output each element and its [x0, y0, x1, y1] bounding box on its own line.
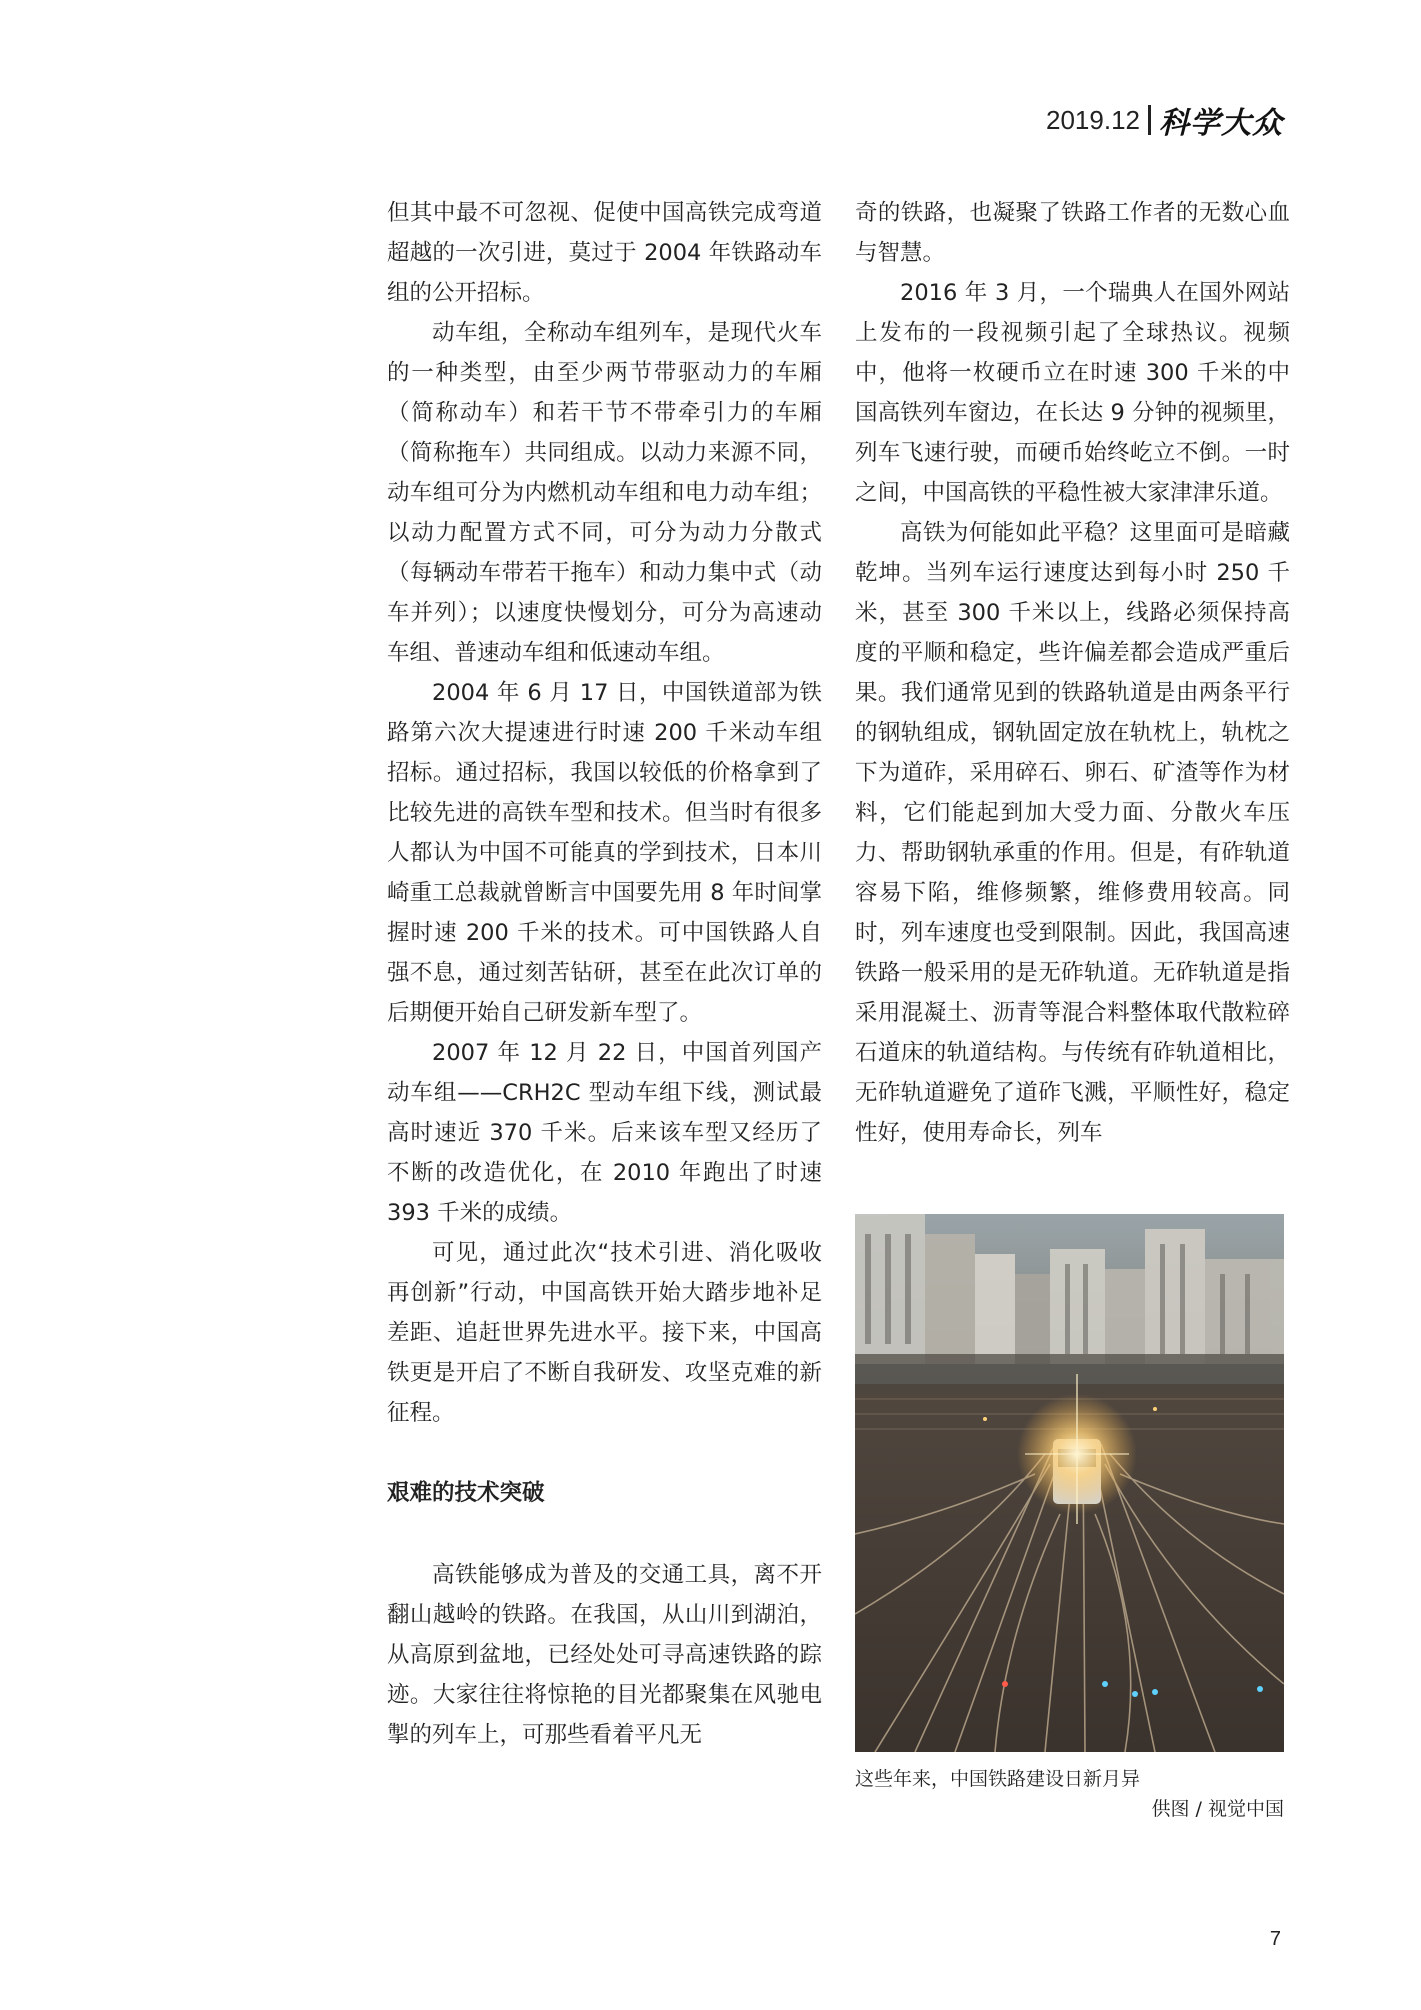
- page-header: [1046, 100, 1283, 140]
- issue-date: 2019.12: [1046, 104, 1140, 135]
- paragraph: 可见，通过此次“技术引进、消化吸收再创新”行动，中国高铁开始大踏步地补足差距、追赶世界先进水平。接下来，中国高铁更是开启了不断自我研发、攻坚克难的新征程。: [387, 1240, 822, 1426]
- header-divider: [1148, 105, 1151, 135]
- photo-caption-block: [855, 1764, 1284, 1824]
- paragraph: 高铁为何能如此平稳？这里面可是暗藏乾坤。当列车运行速度达到每小时 250 千米，甚至 300 千米以上，线路必须保持高度的平顺和稳定，些许偏差都会造成严重后果。我们通常见到的铁路轨道是由两条平行的钢轨组成，钢轨固定放在轨枕上，轨枕之下为道砟，采用碎石、卵石、矿渣等作为材料，它们能起到加大受力面、分散火车压力、帮助钢轨承重的作用。但是，有砟轨道容易下陷，维修频繁，维修费用较高。同时，列车速度也受到限制。因此，我国高速铁路一般采用的是无砟轨道。无砟轨道是指采用混凝土、沥青等混合料整体取代散粒碎石道床的轨道结构。与传统有砟轨道相比，无砟轨道避免了道砟飞溅，平顺性好，稳定性好，使用寿命长，列车: [855, 520, 1290, 1146]
- right-column: [855, 193, 1290, 1153]
- magazine-logo: 科学大众: [1159, 106, 1283, 141]
- page-number: 7: [1269, 1928, 1281, 1950]
- paragraph: 2004 年 6 月 17 日，中国铁道部为铁路第六次大提速进行时速 200 千米动车组招标。通过招标，我国以较低的价格拿到了比较先进的高铁车型和技术。但当时有很多人都认为中国不可能真的学到技术，日本川崎重工总裁就曾断言中国要先用 8 年时间掌握时速 200 千米的技术。可中国铁路人自强不息，通过刻苦钻研，甚至在此次订单的后期便开始自己研发新车型了。: [387, 680, 822, 1026]
- section-heading: 艰难的技术突破: [387, 1480, 545, 1506]
- left-column: [387, 193, 822, 1755]
- photo-credit: 供图 / 视觉中国: [1151, 1798, 1284, 1820]
- paragraph: 2007 年 12 月 22 日，中国首列国产动车组——CRH2C 型动车组下线，测试最高时速近 370 千米。后来该车型又经历了不断的改造优化，在 2010 年跑出了时速 393 千米的成绩。: [387, 1040, 822, 1226]
- railway-photo: [855, 1214, 1284, 1752]
- paragraph-continuation: 奇的铁路，也凝聚了铁路工作者的无数心血与智慧。: [855, 200, 1290, 266]
- paragraph: 但其中最不可忽视、促使中国高铁完成弯道超越的一次引进，莫过于 2004 年铁路动车组的公开招标。: [387, 200, 822, 306]
- paragraph: 2016 年 3 月，一个瑞典人在国外网站上发布的一段视频引起了全球热议。视频中，他将一枚硬币立在时速 300 千米的中国高铁列车窗边，在长达 9 分钟的视频里，列车飞速行驶，而硬币始终屹立不倒。一时之间，中国高铁的平稳性被大家津津乐道。: [855, 280, 1290, 506]
- photo-caption: 这些年来，中国铁路建设日新月异: [855, 1768, 1141, 1790]
- paragraph: 动车组，全称动车组列车，是现代火车的一种类型，由至少两节带驱动力的车厢（简称动车）和若干节不带牵引力的车厢（简称拖车）共同组成。以动力来源不同，动车组可分为内燃机动车组和电力动车组；以动力配置方式不同，可分为动力分散式（每辆动车带若干拖车）和动力集中式（动车并列）；以速度快慢划分，可分为高速动车组、普速动车组和低速动车组。: [387, 320, 822, 666]
- paragraph: 高铁能够成为普及的交通工具，离不开翻山越岭的铁路。在我国，从山川到湖泊，从高原到盆地，已经处处可寻高速铁路的踪迹。大家往往将惊艳的目光都聚集在风驰电掣的列车上，可那些看着平凡无: [387, 1562, 822, 1748]
